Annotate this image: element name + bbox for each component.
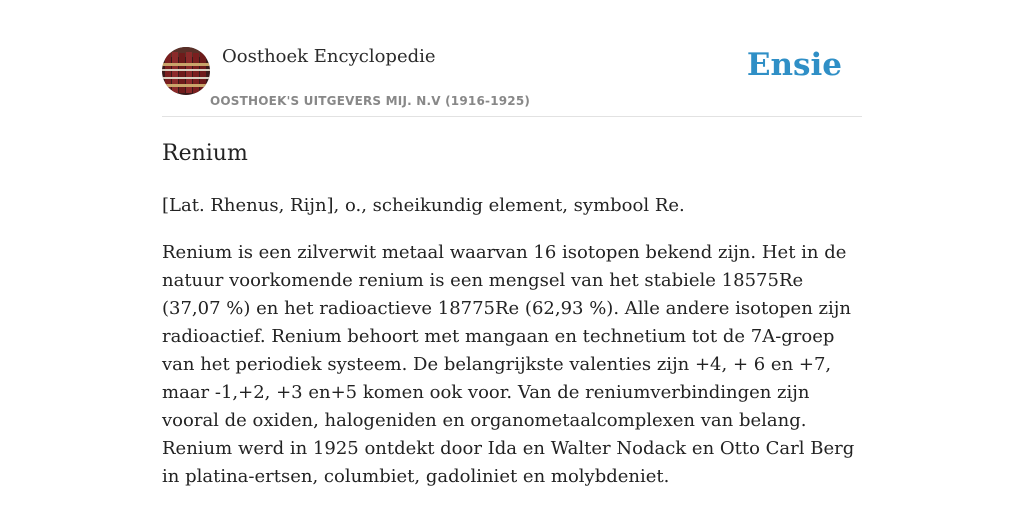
source-subtitle: OOSTHOEK'S UITGEVERS MIJ. N.V (1916-1925) [210,94,531,108]
header [162,0,862,117]
brand-logo[interactable]: Ensie [746,47,842,83]
source-title[interactable]: Oosthoek Encyclopedie [222,46,436,67]
source-avatar[interactable] [162,47,210,95]
article-paragraph: [Lat. Rhenus, Rijn], o., scheikundig element, symbool Re. [162,195,685,216]
book-spines-icon [162,47,210,95]
article-paragraph: Renium is een zilverwit metaal waarvan 16 isotopen bekend zijn. Het in de natuur voorkomende renium is een mengsel van het stabiele 18575Re (37,07 %) en het radioactieve 18775Re (62,93 %). Alle andere isotopen zijn radioactief. Renium behoort met mangaan en technetium tot de 7A-groep van het periodiek systeem. De belangrijkste valenties zijn +4, + 6 en +7, maar -1,+2, +3 en+5 komen ook voor. Van de reniumverbindingen zijn vooral de oxiden, halogeniden en organometaalcomplexen van belang. Renium werd in 1925 ontdekt door Ida en Walter Nodack en Otto Carl Berg in platina-ertsen, columbiet, gadoliniet en molybdeniet. [162,242,855,487]
page-container [162,0,862,487]
article-title: Renium [162,141,248,166]
